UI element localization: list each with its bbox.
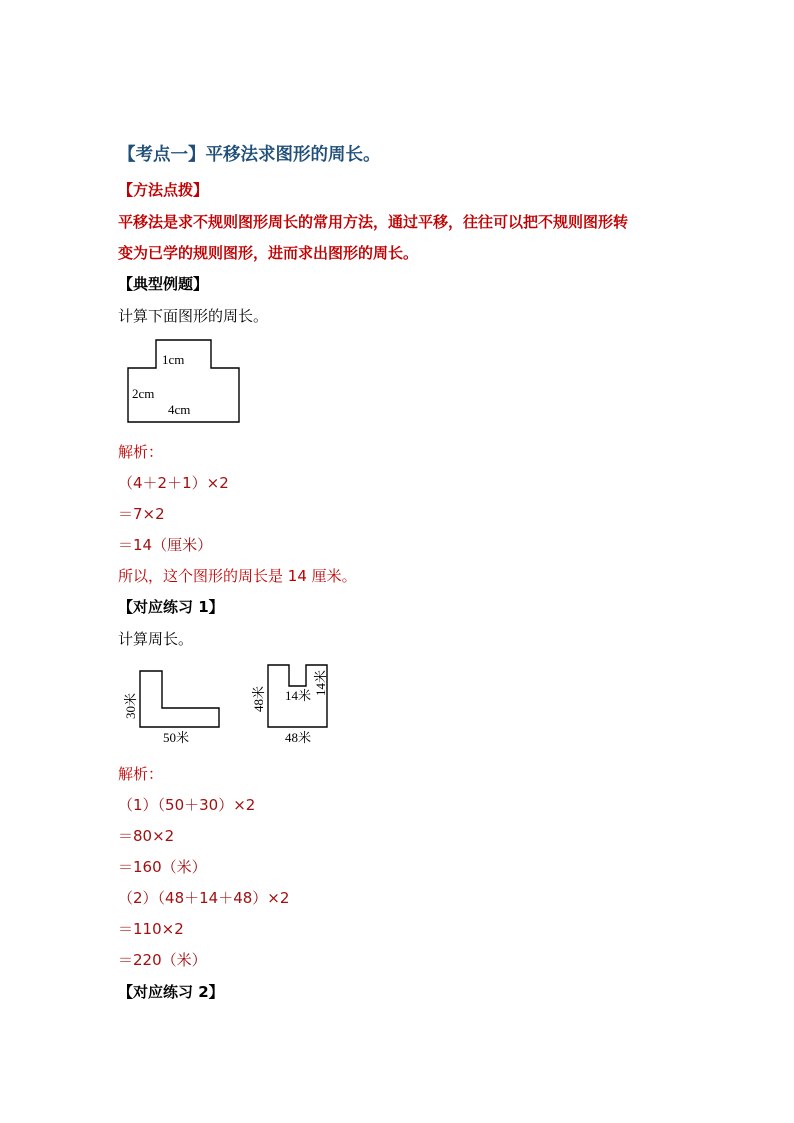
example-heading: 【典型例题】 <box>118 275 209 293</box>
notched-label-notch-bottom: 14米 <box>285 688 312 703</box>
practice1-step-3: ＝160（米） <box>118 858 207 876</box>
section-title: 【考点一】平移法求图形的周长。 <box>118 145 381 165</box>
notched-label-bottom: 48米 <box>285 730 312 745</box>
notched-label-notch-side: 14米 <box>313 669 328 696</box>
practice1-step-1: （1）（50＋30）×2 <box>118 796 256 814</box>
example-label-bottom: 4cm <box>168 402 191 417</box>
example-figure <box>126 338 244 426</box>
practice1-analysis-label: 解析： <box>118 765 164 783</box>
example-question: 计算下面图形的周长。 <box>118 307 269 325</box>
example-step-3: ＝14（厘米） <box>118 536 213 554</box>
example-conclusion: 所以，这个图形的周长是 14 厘米。 <box>118 567 357 585</box>
method-text-line-2: 变为已学的规则图形，进而求出图形的周长。 <box>118 244 419 262</box>
practice2-heading: 【对应练习 2】 <box>118 983 224 1001</box>
method-text-line-1: 平移法是求不规则图形周长的常用方法，通过平移，往往可以把不规则图形转 <box>118 213 629 231</box>
l-shape-label-bottom: 50米 <box>163 730 190 745</box>
example-step-1: （4＋2＋1）×2 <box>118 474 229 492</box>
example-analysis-label: 解析： <box>118 443 164 461</box>
practice1-figure-2 <box>248 660 338 750</box>
practice1-step-5: ＝110×2 <box>118 920 184 938</box>
example-label-left: 2cm <box>132 386 155 401</box>
practice1-heading: 【对应练习 1】 <box>118 598 224 616</box>
practice1-question: 计算周长。 <box>118 630 194 648</box>
example-step-2: ＝7×2 <box>118 505 165 523</box>
practice1-step-4: （2）（48＋14＋48）×2 <box>118 889 290 907</box>
example-label-top: 1cm <box>162 352 185 367</box>
practice1-step-6: ＝220（米） <box>118 951 207 969</box>
l-shape-outline <box>140 671 219 727</box>
notched-label-left: 48米 <box>251 685 266 712</box>
l-shape-label-left: 30米 <box>123 692 138 719</box>
practice1-step-2: ＝80×2 <box>118 827 175 845</box>
practice1-figure-1 <box>118 665 228 750</box>
method-heading: 【方法点拨】 <box>118 181 209 199</box>
